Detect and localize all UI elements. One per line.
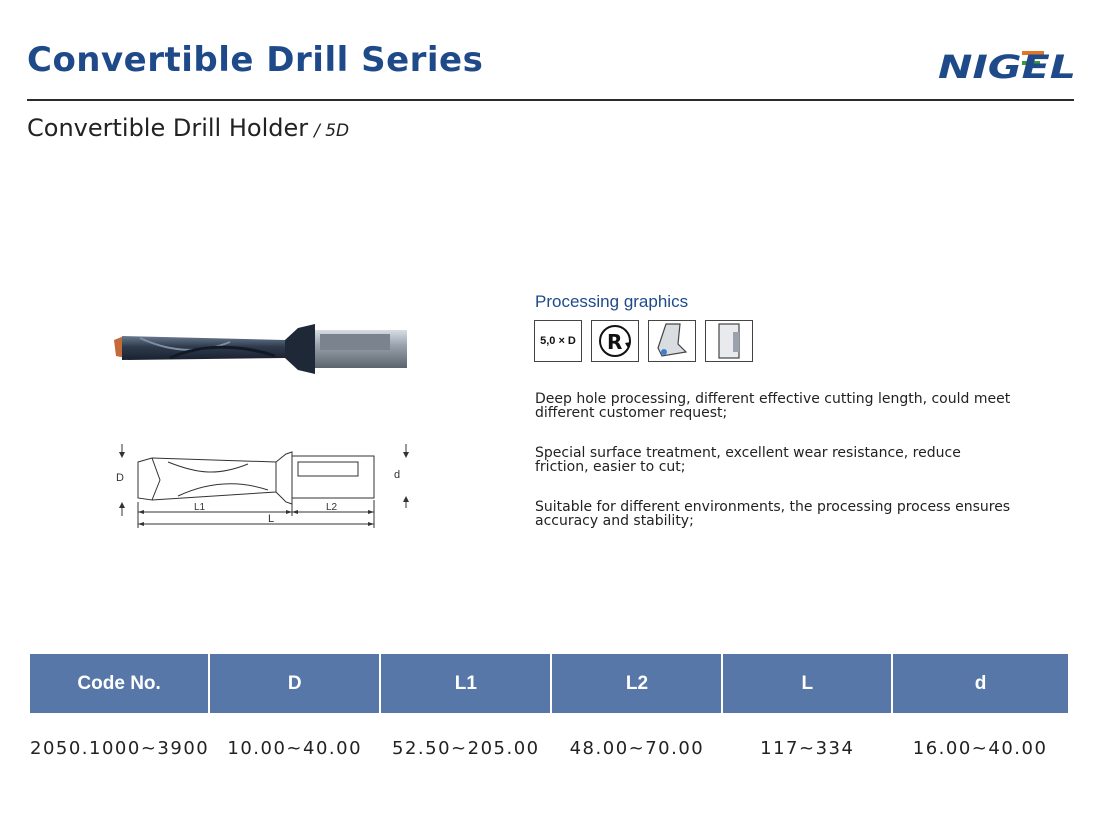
col-d: d: [892, 654, 1068, 713]
cell-D: 10.00~40.00: [227, 737, 363, 759]
insert-edge-icon: [648, 320, 696, 362]
label-L1: L1: [194, 502, 206, 513]
label-d: d: [394, 469, 401, 481]
table-row: [30, 713, 1068, 783]
depth-5xD-icon: [534, 320, 582, 362]
brand-logo: [936, 44, 1078, 84]
rotation-r-label: R: [607, 330, 623, 354]
processing-heading: Processing graphics: [535, 292, 689, 311]
col-L1: L1: [380, 654, 551, 713]
shank-flat-icon: [705, 320, 753, 362]
product-variant: / 5D: [314, 121, 350, 141]
cell-L: 117~334: [760, 737, 855, 759]
col-L: L: [722, 654, 892, 713]
processing-icons: [534, 320, 753, 362]
label-L: L: [268, 513, 275, 525]
brand-wordmark: NIGEL: [938, 48, 1076, 84]
feature-deep-hole: Deep hole processing, different effective cutting length, could meet different customer request;: [535, 391, 1011, 421]
cell-L1: 52.50~205.00: [392, 737, 540, 759]
product-title: [27, 114, 349, 142]
spec-table: [30, 654, 1068, 783]
drill-photo: [110, 318, 410, 380]
col-code-no: Code No.: [30, 654, 209, 713]
dimension-drawing: [108, 440, 418, 532]
rotation-r-icon: [591, 320, 639, 362]
label-L2: L2: [326, 502, 338, 513]
cell-d: 16.00~40.00: [912, 737, 1048, 759]
feature-environments: Suitable for different environments, the processing process ensures accuracy and stability;: [535, 499, 1011, 529]
feature-surface-treatment: Special surface treatment, excellent wear resistance, reduce friction, easier to cut;: [535, 445, 961, 475]
col-D: D: [209, 654, 380, 713]
product-name: Convertible Drill Holder: [27, 114, 309, 142]
col-L2: L2: [551, 654, 722, 713]
table-header-row: [30, 654, 1068, 713]
depth-5xD-label: 5,0 × D: [540, 335, 576, 347]
cell-code-no: 2050.1000~3900: [30, 737, 210, 759]
series-title: Convertible Drill Series: [27, 40, 484, 80]
label-D: D: [116, 472, 124, 484]
header-divider: [27, 99, 1074, 101]
cell-L2: 48.00~70.00: [569, 737, 705, 759]
